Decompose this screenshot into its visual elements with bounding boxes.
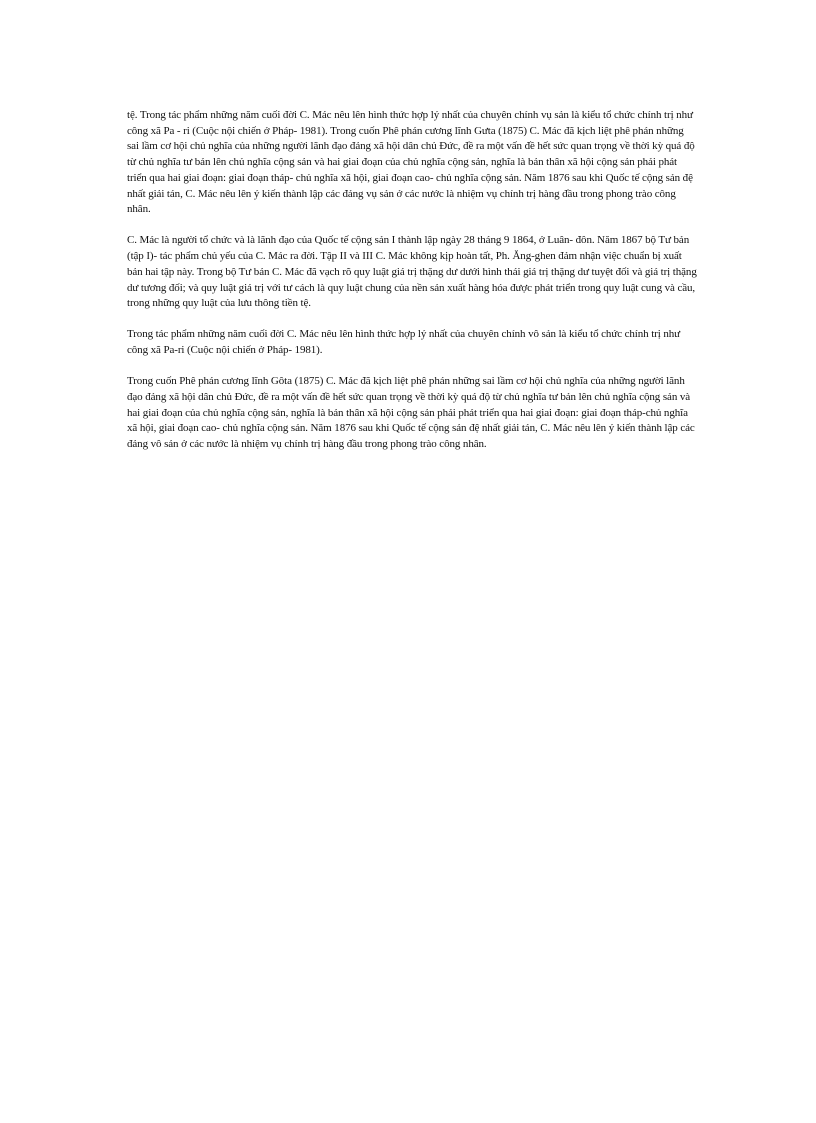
paragraph-2: C. Mác là người tổ chức và là lãnh đạo của Quốc tế cộng sản I thành lập ngày 28 tháng 9 1864, ở Luân- đôn. Năm 1867 bộ Tư bản (tập I)- tác phẩm chủ yếu của C. Mác ra đời. Tập II và III C. Mác không kịp hoàn tất, Ph. Ăng-ghen đảm nhận việc chuẩn bị xuất bản hai tập này. Trong bộ Tư bản C. Mác đã vạch rõ quy luật giá trị thặng dư dưới hình thái giá trị thặng dư tuyệt đối và giá trị thặng dư tương đối; và quy luật giá trị với tư cách là quy luật chung của nền sản xuất hàng hóa được phát triển trong quy luật cung và cầu, trong những quy luật của lưu thông tiền tệ. [127, 234, 697, 310]
paragraph-4: Trong cuốn Phê phán cương lĩnh Gôta (1875) C. Mác đã kịch liệt phê phán những sai lầm cơ hội chủ nghĩa của những người lãnh đạo đảng xã hội dân chủ Đức, đề ra một vấn đề hết sức quan trọng về thời kỳ quá độ từ chủ nghĩa tư bản lên chủ nghĩa cộng sản và hai giai đoạn của chủ nghĩa cộng sản, nghĩa là bản thân xã hội cộng sản phải phát triển qua hai giai đoạn: giai đoạn tháp-chủ nghĩa xã hội, giai đoạn cao- chủ nghĩa cộng sản. Năm 1876 sau khi Quốc tế cộng sản đệ nhất giải tán, C. Mác nêu lên ý kiến thành lập các đảng vô sản ở các nước là nhiệm vụ chính trị hàng đầu trong phong trào công nhân. [127, 375, 695, 451]
paragraph-3: Trong tác phẩm những năm cuối đời C. Mác nêu lên hình thức hợp lý nhất của chuyên chính vô sản là kiểu tổ chức chính trị như công xã Pa-ri (Cuộc nội chiến ở Pháp- 1981). [127, 328, 681, 357]
paragraph-1: tệ. Trong tác phẩm những năm cuối đời C. Mác nêu lên hình thức hợp lý nhất của chuyên chính vụ sản là kiểu tổ chức chính trị như công xã Pa - ri (Cuộc nội chiến ở Pháp- 1981). Trong cuốn Phê phán cương lĩnh Gưta (1875) C. Mác đã kịch liệt phê phán những sai lầm cơ hội chủ nghĩa của những người lãnh đạo đảng xã hội dân chủ Đức, đề ra một vấn đề hết sức quan trọng về thời kỳ quá độ từ chủ nghĩa tư bản lên chủ nghĩa cộng sản và hai giai đoạn của chủ nghĩa cộng sản, nghĩa là bản thân xã hội cộng sản phải phát triển qua hai giai đoạn: giai đoạn tháp- chủ nghĩa xã hội, giai đoạn cao- chủ nghĩa cộng sản. Năm 1876 sau khi Quốc tế cộng sản đệ nhất giải tán, C. Mác nêu lên ý kiến thành lập các đảng vụ sản ở các nước là nhiệm vụ chính trị hàng đầu trong phong trào công nhân. [127, 109, 695, 216]
document-page [127, 108, 697, 468]
